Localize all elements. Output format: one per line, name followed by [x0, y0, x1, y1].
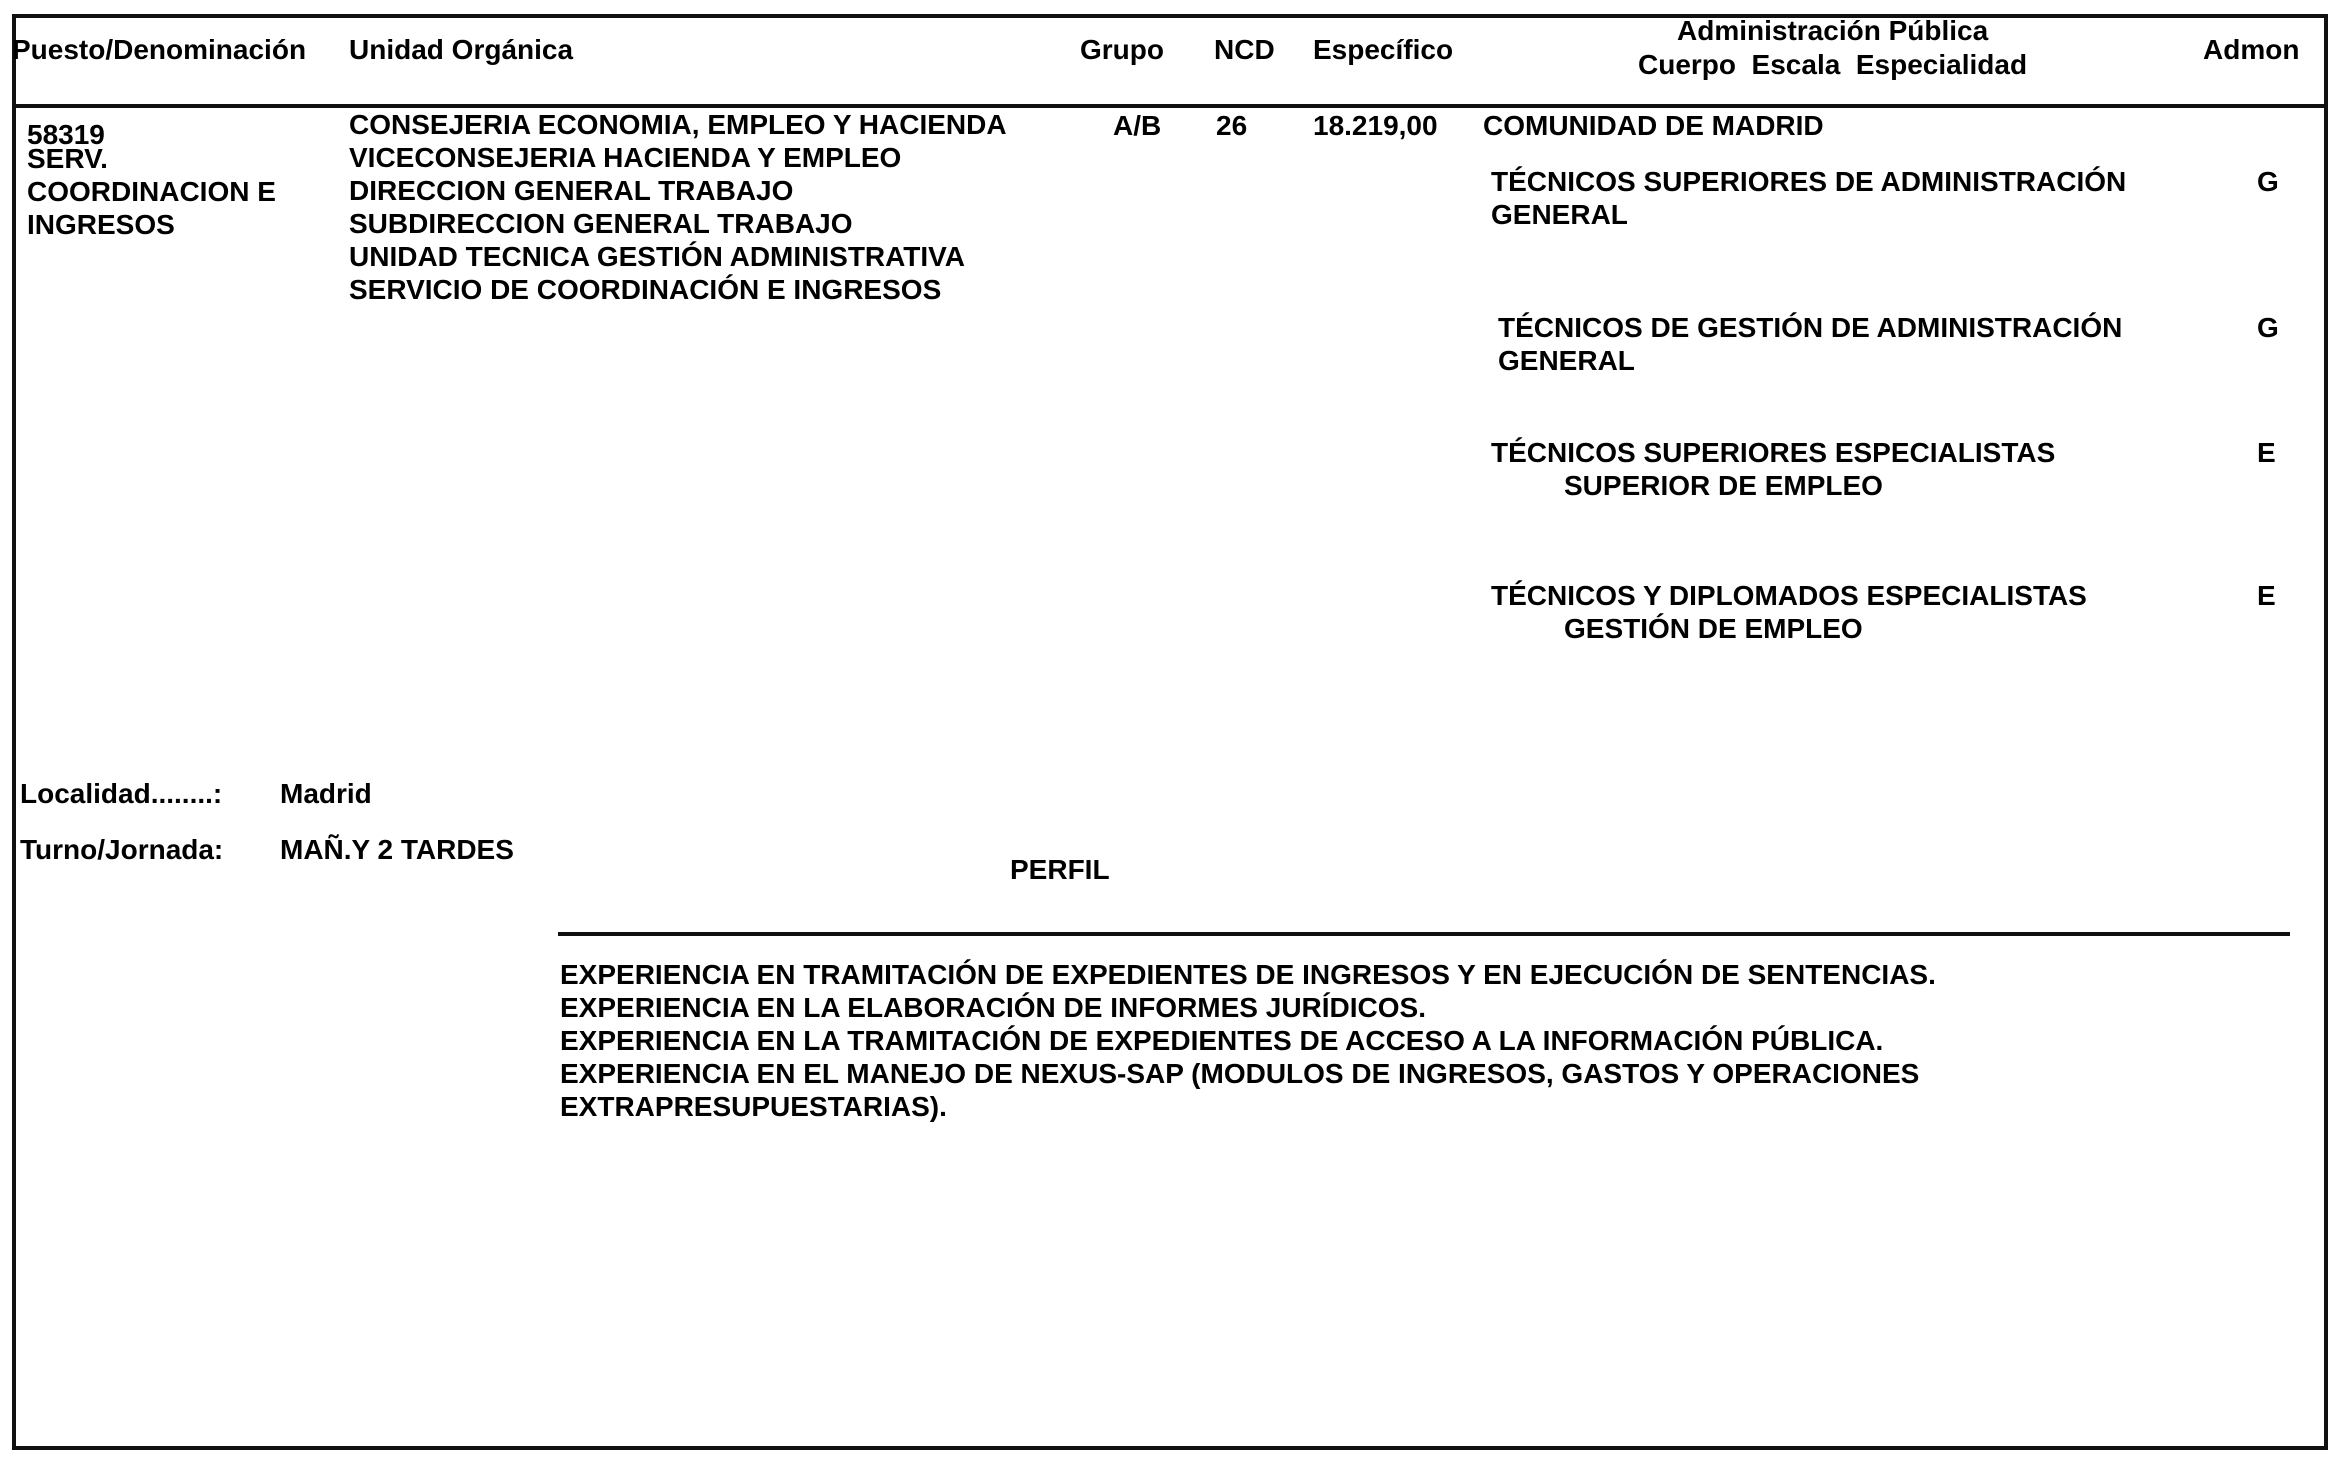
cuerpo-admon: E [2257, 437, 2276, 468]
puesto-code: 58319 [27, 119, 105, 150]
perfil-divider [558, 932, 2290, 936]
denominacion-line: SERV. [27, 143, 108, 174]
grupo-value: A/B [1113, 110, 1162, 141]
cuerpo-line: TÉCNICOS SUPERIORES ESPECIALISTAS [1491, 437, 2056, 468]
perfil-line: EXPERIENCIA EN LA TRAMITACIÓN DE EXPEDIENTES DE ACCESO A LA INFORMACIÓN PÚBLICA. [560, 1025, 1884, 1056]
unidad-organica-line: DIRECCION GENERAL TRABAJO [349, 175, 794, 206]
turno-label: Turno/Jornada: [20, 834, 224, 865]
localidad-value: Madrid [280, 778, 372, 809]
cuerpo-line: TÉCNICOS Y DIPLOMADOS ESPECIALISTAS [1491, 580, 2087, 611]
perfil-line: EXPERIENCIA EN TRAMITACIÓN DE EXPEDIENTES DE INGRESOS Y EN EJECUCIÓN DE SENTENCIAS. [560, 959, 1936, 990]
puesto-denominacion [27, 142, 276, 241]
unidad-organica-line: SUBDIRECCION GENERAL TRABAJO [349, 208, 853, 239]
perfil-line: EXPERIENCIA EN EL MANEJO DE NEXUS-SAP (MODULOS DE INGRESOS, GASTOS Y OPERACIONES [560, 1058, 1920, 1089]
cuerpo-line: GENERAL [1491, 199, 1628, 230]
header-unidad-organica: Unidad Orgánica [349, 34, 574, 65]
perfil-title: PERFIL [1010, 854, 1110, 885]
unidad-organica-line: UNIDAD TECNICA GESTIÓN ADMINISTRATIVA [349, 241, 965, 272]
cuerpo-line: GESTIÓN DE EMPLEO [1564, 613, 1863, 644]
turno-value: MAÑ.Y 2 TARDES [280, 834, 514, 865]
denominacion-line: COORDINACION E [27, 176, 276, 207]
denominacion-line: INGRESOS [27, 209, 175, 240]
especifico-value: 18.219,00 [1313, 110, 1438, 141]
cuerpo-admon: G [2257, 166, 2279, 197]
perfil-text [560, 958, 1936, 1123]
administracion-value: COMUNIDAD DE MADRID [1483, 110, 1824, 141]
header-cuerpo-escala-especialidad: Cuerpo Escala Especialidad [1638, 49, 2028, 80]
ncd-value: 26 [1216, 110, 1248, 141]
cuerpo-line: TÉCNICOS DE GESTIÓN DE ADMINISTRACIÓN [1498, 312, 2123, 343]
cuerpo-line: GENERAL [1498, 345, 1635, 376]
perfil-line: EXPERIENCIA EN LA ELABORACIÓN DE INFORMES JURÍDICOS. [560, 992, 1427, 1023]
cuerpo-admon: E [2257, 580, 2276, 611]
header-administracion-publica: Administración Pública [1677, 15, 1989, 46]
unidad-organica-line: VICECONSEJERIA HACIENDA Y EMPLEO [349, 142, 902, 173]
unidad-organica-line: SERVICIO DE COORDINACIÓN E INGRESOS [349, 274, 942, 305]
cuerpo-line: SUPERIOR DE EMPLEO [1564, 470, 1883, 501]
header-ncd: NCD [1214, 34, 1275, 65]
header-especifico: Específico [1313, 34, 1454, 65]
localidad-label: Localidad........: [20, 778, 223, 809]
header-grupo: Grupo [1080, 34, 1164, 65]
unidad-organica-list [349, 108, 1007, 306]
cuerpo-admon: G [2257, 312, 2279, 343]
cuerpo-line: TÉCNICOS SUPERIORES DE ADMINISTRACIÓN [1491, 166, 2127, 197]
perfil-line: EXTRAPRESUPUESTARIAS). [560, 1091, 947, 1122]
header-puesto: Puesto/Denominación [12, 34, 307, 65]
header-admon: Admon [2203, 34, 2300, 65]
unidad-organica-line: CONSEJERIA ECONOMIA, EMPLEO Y HACIENDA [349, 109, 1007, 140]
